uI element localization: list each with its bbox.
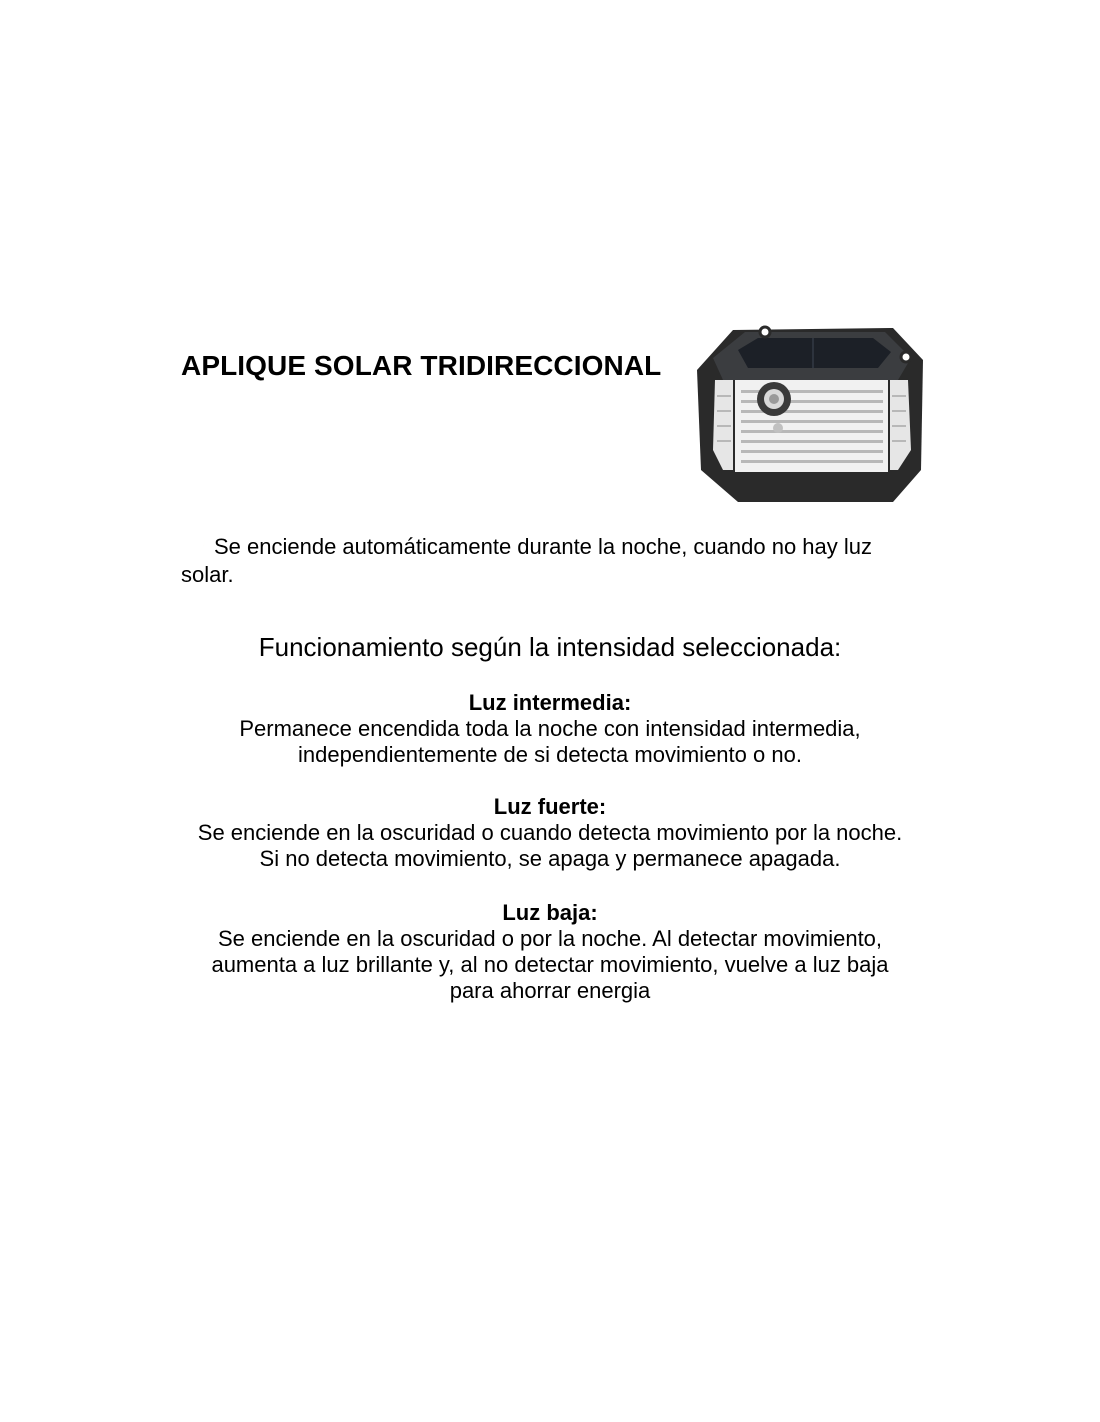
mode-intermediate <box>100 690 1000 768</box>
mode-line: Si no detecta movimiento, se apaga y permanece apagada. <box>259 846 841 871</box>
mode-line: para ahorrar energia <box>449 978 651 1003</box>
mode-heading: Luz baja: <box>502 900 598 925</box>
mode-low <box>100 900 1000 1004</box>
moon-icon <box>181 531 208 558</box>
mode-line: Se enciende en la oscuridad o por la noche. Al detectar movimiento, <box>217 926 883 951</box>
document-title: APLIQUE SOLAR TRIDIRECCIONAL <box>181 350 662 381</box>
mode-heading: Luz fuerte: <box>493 794 607 819</box>
mode-line: Permanece encendida toda la noche con intensidad intermedia, <box>239 716 861 741</box>
intro-text: Se enciende automáticamente durante la noche, cuando no hay luz solar. <box>181 534 873 587</box>
mode-strong <box>100 794 1000 872</box>
mode-line: Se enciende en la oscuridad o cuando detecta movimiento por la noche. <box>197 820 903 845</box>
mode-line: independientemente de si detecta movimiento o no. <box>298 742 802 767</box>
intro-paragraph <box>181 531 921 589</box>
mode-heading: Luz intermedia: <box>468 690 632 715</box>
section-subtitle: Funcionamiento según la intensidad seleccionada: <box>258 632 842 662</box>
solar-wall-light-image <box>693 320 928 505</box>
mode-line: aumenta a luz brillante y, al no detectar movimiento, vuelve a luz baja <box>211 952 889 977</box>
